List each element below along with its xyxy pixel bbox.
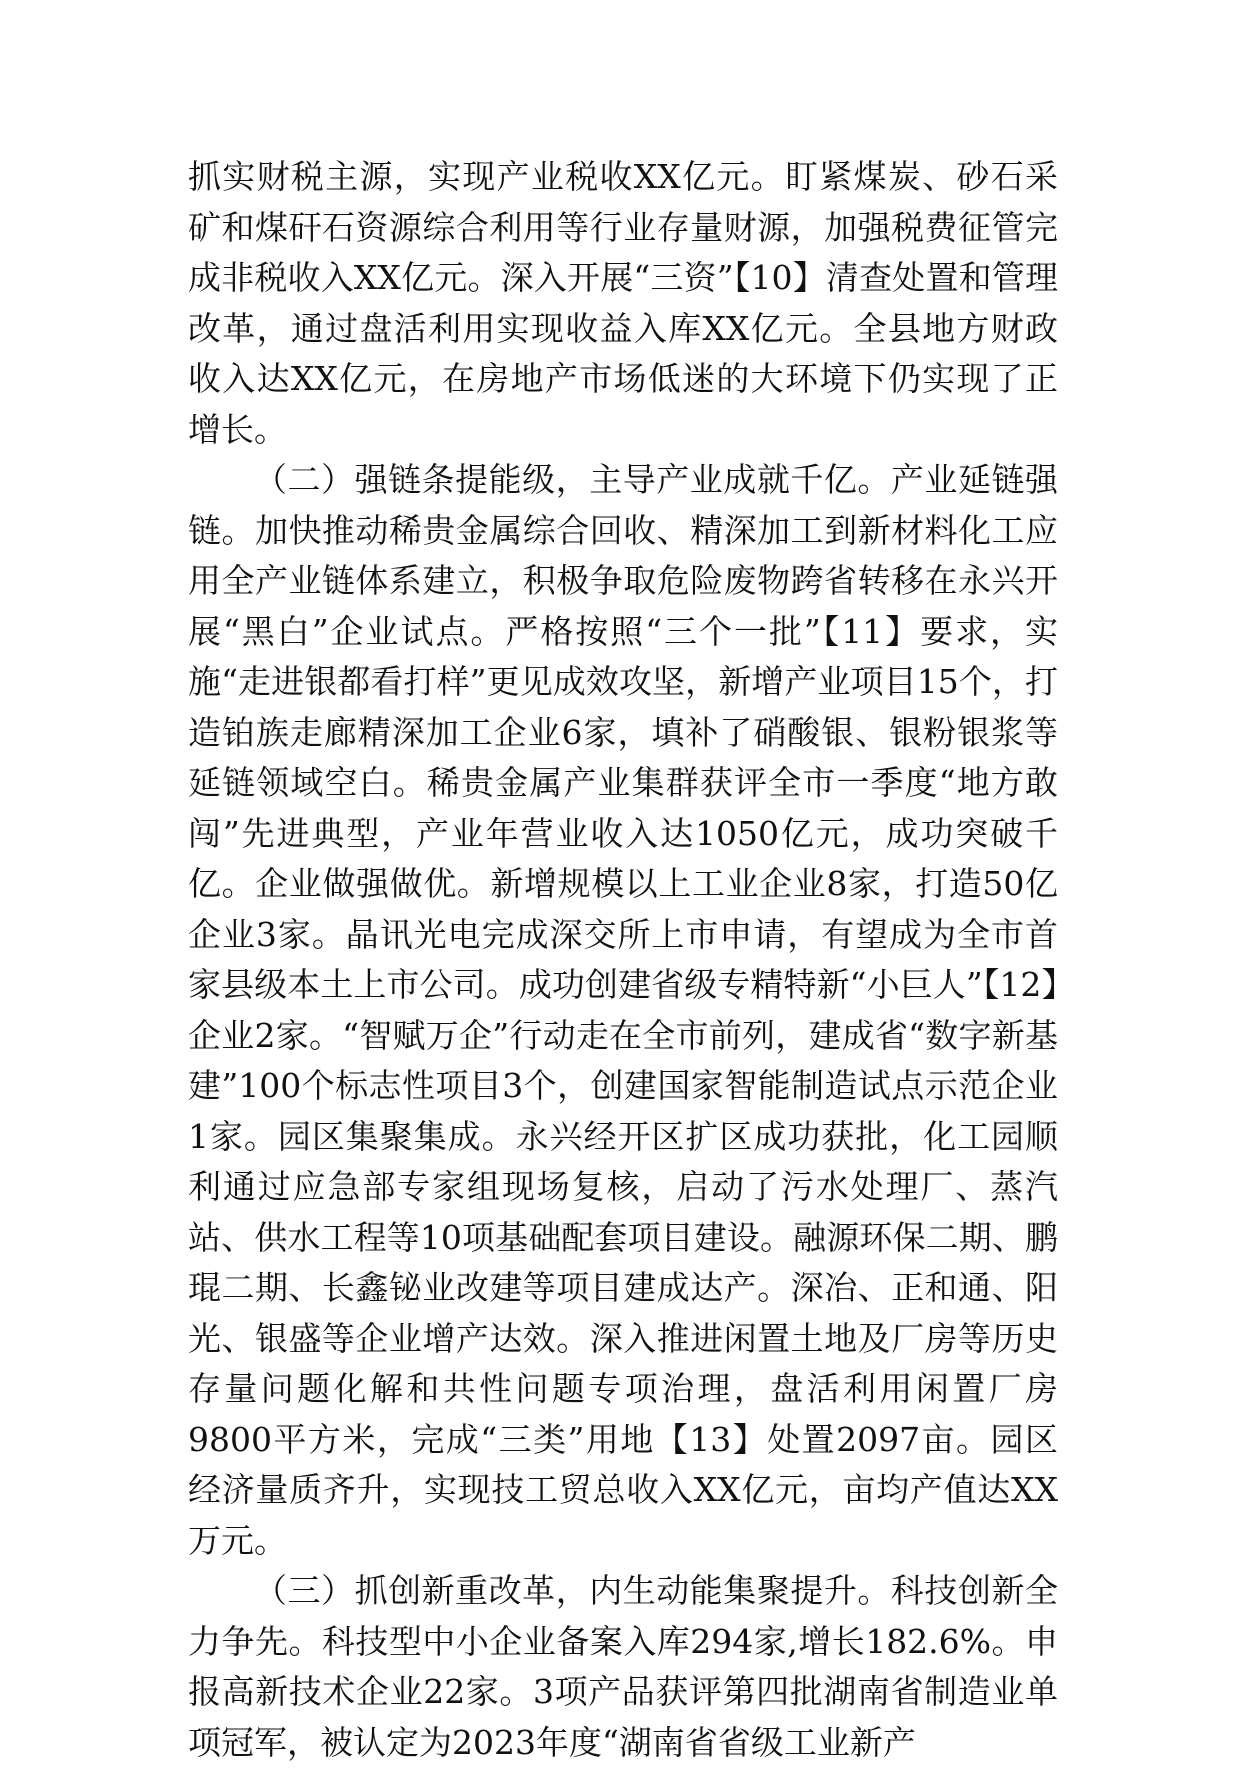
paragraph-fiscal-revenue: 抓实财税主源，实现产业税收XX亿元。盯紧煤炭、砂石采矿和煤矸石资源综合利用等行业存量财源，加强税费征管完成非税收入XX亿元。深入开展“三资”【10】清查处置和管理改革，通过盘活利用实现收益入库XX亿元。全县地方财政收入达XX亿元，在房地产市场低迷的大环境下仍实现了正增长。: [188, 157, 1058, 449]
paragraph-leading-industry: （二）强链条提能级，主导产业成就千亿。产业延链强链。加快推动稀贵金属综合回收、精深加工到新材料化工应用全产业链体系建立，积极争取危险废物跨省转移在永兴开展“黑白”企业试点。严格按照“三个一批”【11】要求，实施“走进银都看打样”更见成效攻坚，新增产业项目15个，打造铂族走廊精深加工企业6家，填补了硝酸银、银粉银浆等延链领域空白。稀贵金属产业集群获评全市一季度“地方敢闯”先进典型，产业年营业收入达1050亿元，成功突破千亿。企业做强做优。新增规模以上工业企业8家，打造50亿企业3家。晶讯光电完成深交所上市申请，有望成为全市首家县级本土上市公司。成功创建省级专精特新“小巨人”【12】企业2家。“智赋万企”行动走在全市前列，建成省“数字新基建”100个标志性项目3个，创建国家智能制造试点示范企业1家。园区集聚集成。永兴经开区扩区成功获批，化工园顺利通过应急部专家组现场复核，启动了污水处理厂、蒸汽站、供水工程等10项基础配套项目建设。融源环保二期、鹏琨二期、长鑫铋业改建等项目建成达产。深冶、正和通、阳光、银盛等企业增产达效。深入推进闲置土地及厂房等历史存量问题化解和共性问题专项治理，盘活利用闲置厂房9800平方米，完成“三类”用地【13】处置2097亩。园区经济量质齐升，实现技工贸总收入XX亿元，亩均产值达XX万元。: [188, 460, 1058, 1560]
document-body: [188, 152, 1058, 1768]
paragraph-innovation-reform: （三）抓创新重改革，内生动能集聚提升。科技创新全力争先。科技型中小企业备案入库294家,增长182.6%。申报高新技术企业22家。3项产品获评第四批湖南省制造业单项冠军，被认定为2023年度“湖南省省级工业新产: [188, 1571, 1058, 1762]
